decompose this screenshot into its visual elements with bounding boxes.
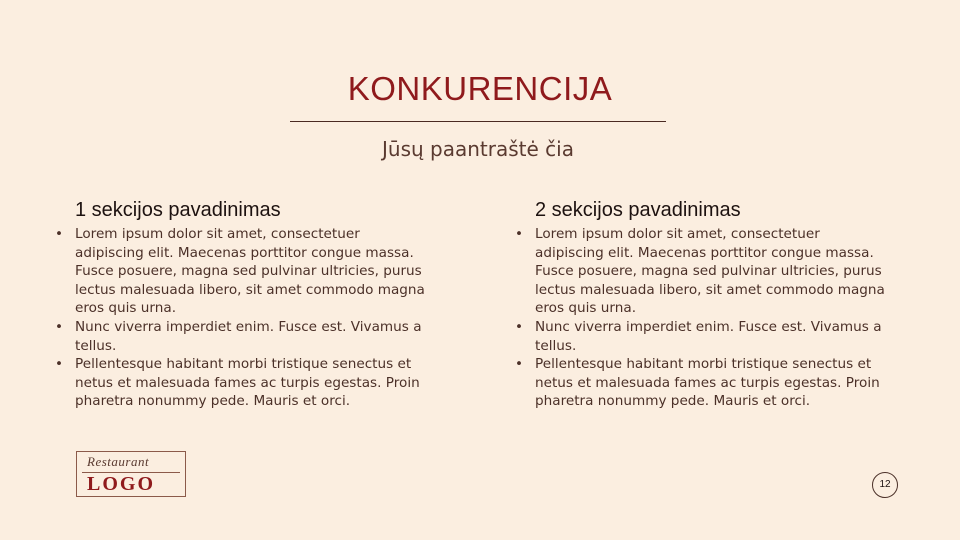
bullet-dot-icon: •	[515, 226, 524, 242]
logo-main-text: LOGO	[87, 473, 156, 495]
bullet-dot-icon: •	[515, 356, 524, 373]
slide-title: KONKURENCIJA	[347, 70, 613, 107]
bullet-item	[55, 225, 427, 318]
bullet-text: Lorem ipsum dolor sit amet, consectetuer adipiscing elit. Maecenas porttitor congue massa. Fusce posuere, magna sed pulvinar ultricies, purus lectus malesuada libero, sit amet commodo magna eros quis urna.	[75, 226, 425, 317]
section-1-heading: 1 sekcijos pavadinimas	[75, 199, 281, 221]
bullet-text: Nunc viverra imperdiet enim. Fusce est. Vivamus a tellus.	[75, 318, 422, 354]
slide-subtitle: Jūsų paantraštė čia	[382, 137, 574, 161]
bullet-item	[515, 225, 887, 318]
bullet-item	[515, 318, 887, 355]
bullet-text: Nunc viverra imperdiet enim. Fusce est. Vivamus a tellus.	[535, 318, 882, 354]
bullet-text: Lorem ipsum dolor sit amet, consectetuer adipiscing elit. Maecenas porttitor congue massa. Fusce posuere, magna sed pulvinar ultricies, purus lectus malesuada libero, sit amet commodo magna eros quis urna.	[535, 226, 885, 317]
section-1-bullets	[55, 225, 427, 411]
bullet-dot-icon: •	[55, 318, 64, 335]
bullet-item	[515, 355, 887, 411]
logo-top-text: Restaurant	[87, 454, 150, 469]
bullet-item	[55, 318, 427, 355]
bullet-item	[55, 355, 427, 411]
restaurant-logo	[76, 451, 186, 497]
title-divider	[290, 121, 666, 122]
bullet-dot-icon: •	[515, 318, 524, 335]
section-2-heading: 2 sekcijos pavadinimas	[535, 199, 741, 221]
section-2-bullets	[515, 225, 887, 411]
bullet-text: Pellentesque habitant morbi tristique senectus et netus et malesuada fames ac turpis egestas. Proin pharetra nonummy pede. Mauris et orci.	[75, 356, 420, 410]
page-number-badge: 12	[872, 472, 898, 498]
bullet-dot-icon: •	[55, 226, 64, 242]
bullet-text: Pellentesque habitant morbi tristique senectus et netus et malesuada fames ac turpis egestas. Proin pharetra nonummy pede. Mauris et orci.	[535, 356, 880, 410]
bullet-dot-icon: •	[55, 356, 64, 373]
